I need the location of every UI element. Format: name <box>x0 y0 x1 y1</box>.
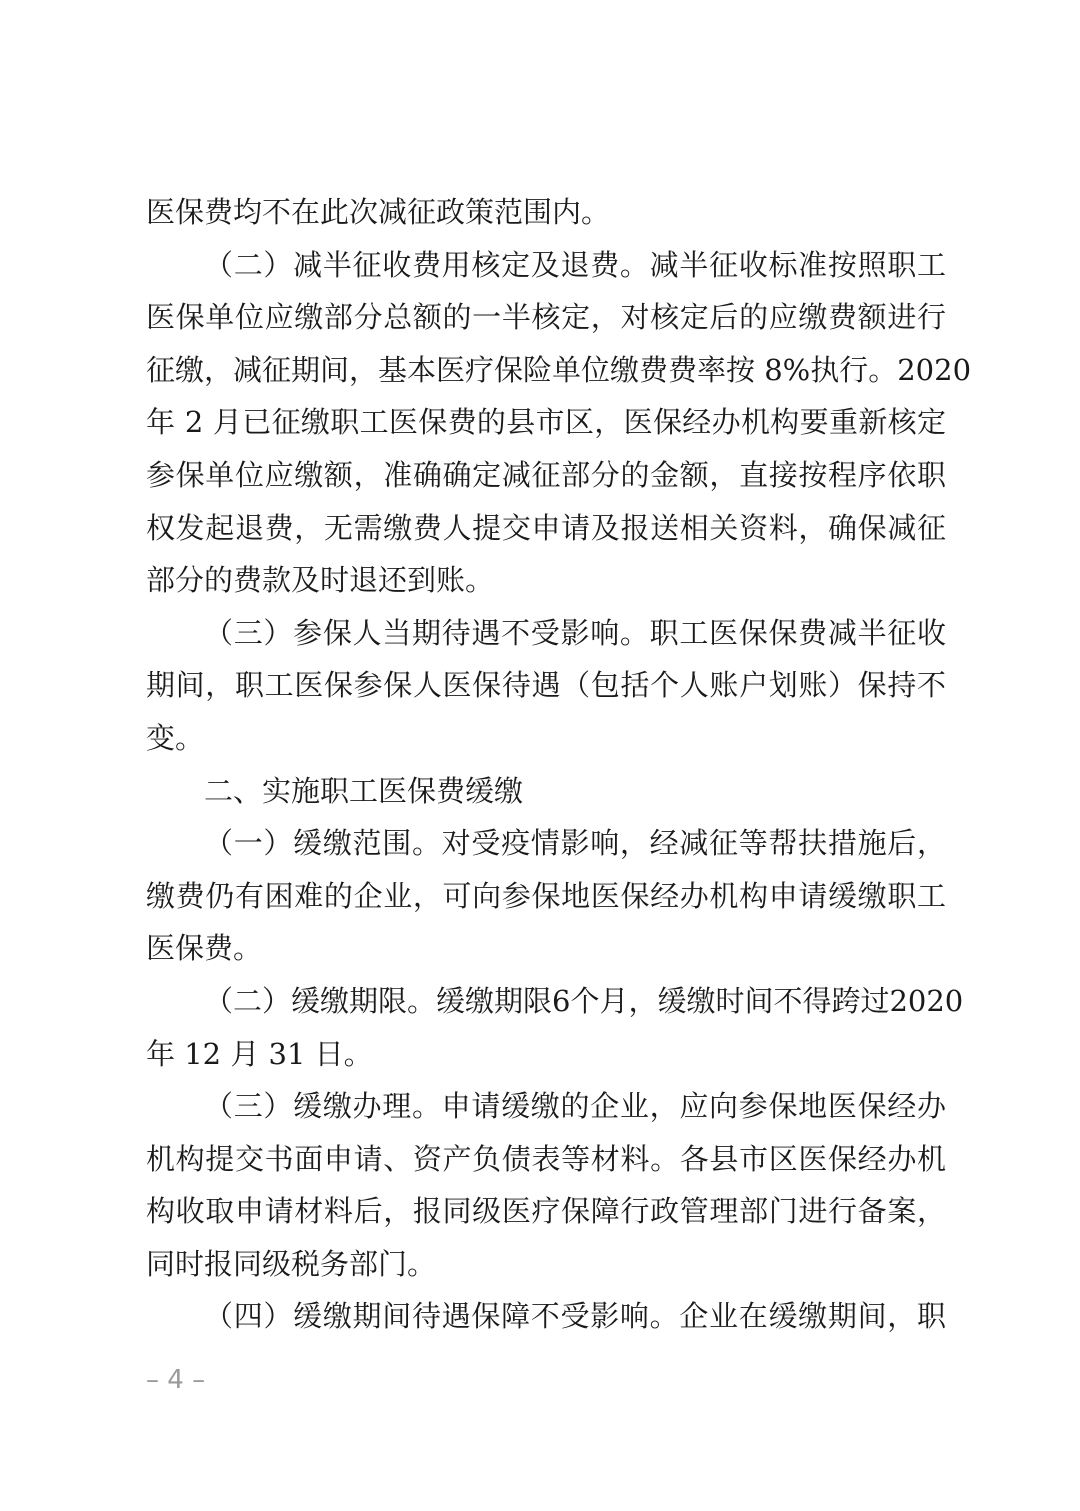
text-line: （三）缓缴办理。申请缓缴的企业，应向参保地医保经办 <box>204 1089 946 1124</box>
text-line: （三）参保人当期待遇不受影响。职工医保保费减半征收 <box>204 615 946 650</box>
text-line: 征缴，减征期间，基本医疗保险单位缴费费率按 8%执行。2020 <box>146 352 972 387</box>
text-line: （二）减半征收费用核定及退费。减半征收标准按照职工 <box>204 247 946 282</box>
text-line: 部分的费款及时退还到账。 <box>146 563 495 598</box>
text-line: 医保费。 <box>146 931 263 966</box>
text-line: （二）缓缴期限。缓缴期限6个月，缓缴时间不得跨过2020 <box>204 983 964 1018</box>
text-line: 年 2 月已征缴职工医保费的县市区，医保经办机构要重新核定 <box>146 405 946 440</box>
text-line: 期间，职工医保参保人医保待遇（包括个人账户划账）保持不 <box>146 668 946 703</box>
body-text <box>146 186 972 1343</box>
text-line: 参保单位应缴额，准确确定减征部分的金额，直接按程序依职 <box>146 457 946 492</box>
text-line: 构收取申请材料后，报同级医疗保障行政管理部门进行备案， <box>146 1194 946 1229</box>
page-number: – 4 – <box>146 1365 206 1395</box>
text-line: 同时报同级税务部门。 <box>146 1246 437 1281</box>
text-line: 医保费均不在此次减征政策范围内。 <box>146 195 611 229</box>
text-line: 缴费仍有困难的企业，可向参保地医保经办机构申请缓缴职工 <box>146 878 946 913</box>
text-line: 权发起退费，无需缴费人提交申请及报送相关资料，确保减征 <box>146 510 946 545</box>
text-line: （一）缓缴范围。对受疫情影响，经减征等帮扶措施后， <box>204 826 946 861</box>
text-line: 变。 <box>146 720 205 755</box>
text-line: 二、实施职工医保费缓缴 <box>204 773 524 808</box>
text-line: 机构提交书面申请、资产负债表等材料。各县市区医保经办机 <box>146 1141 946 1176</box>
text-line: 年 12 月 31 日。 <box>146 1036 373 1071</box>
text-line: （四）缓缴期间待遇保障不受影响。企业在缓缴期间，职 <box>204 1299 946 1334</box>
text-line: 医保单位应缴部分总额的一半核定，对核定后的应缴费额进行 <box>146 300 946 335</box>
